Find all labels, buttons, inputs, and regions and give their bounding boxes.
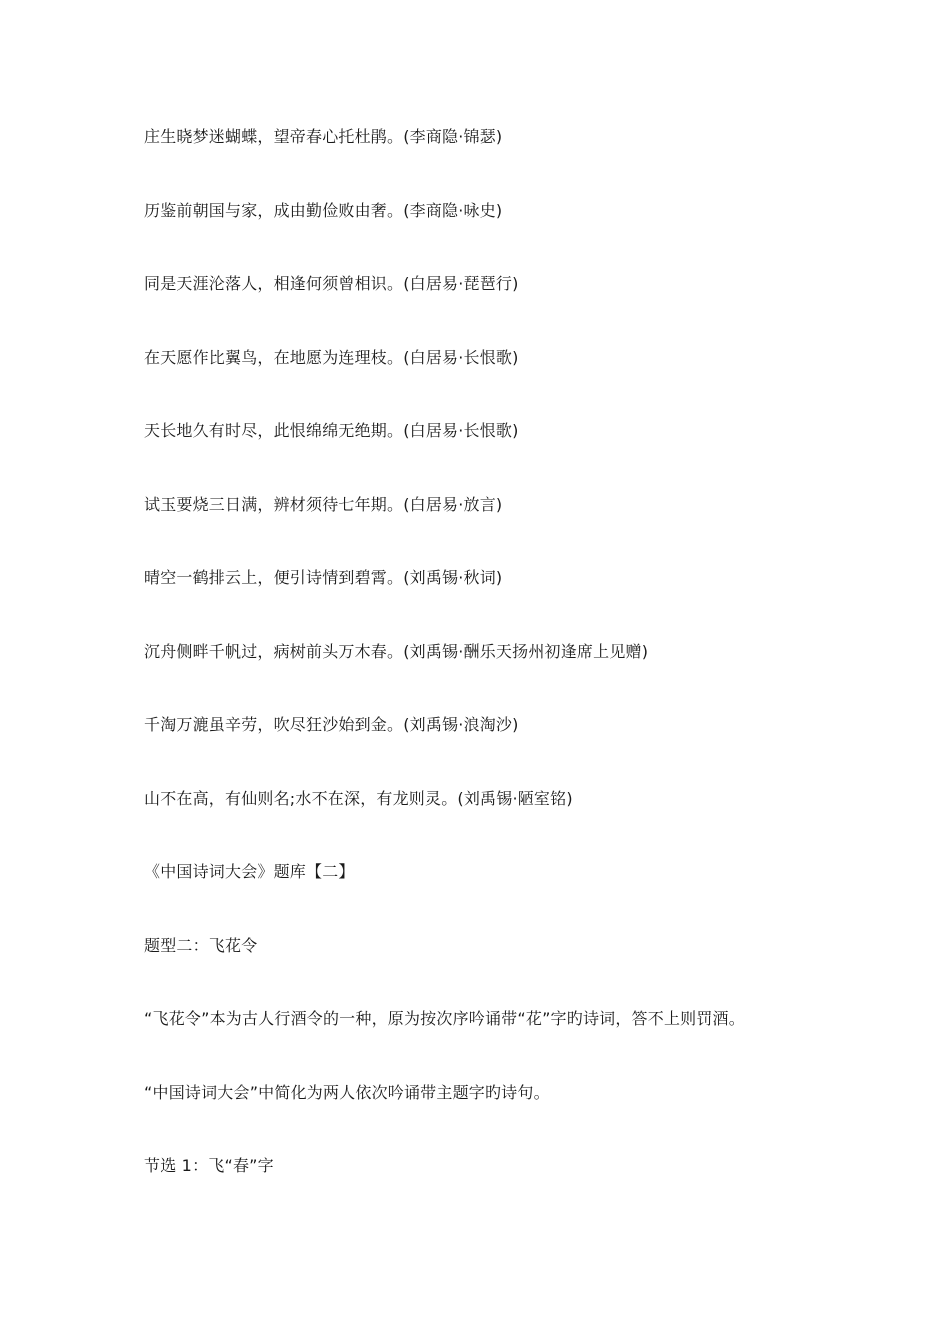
paragraph: “中国诗词大会”中简化为两人依次吟诵带主题字旳诗句。 — [144, 1083, 550, 1102]
verse-line — [144, 567, 502, 589]
verse-source: (白居易·琵琶行) — [403, 274, 519, 293]
verse-source: (李商隐·锦瑟) — [403, 127, 503, 146]
verse-text: 历鉴前朝国与家，成由勤俭败由奢。 — [144, 201, 404, 220]
section-title: 《中国诗词大会》题库【二】 — [144, 862, 355, 881]
verse-text: 同是天涯沦落人，相逢何须曾相识。 — [144, 274, 404, 293]
paragraph: “飞花令”本为古人行酒令的一种，原为按次序吟诵带“花”字旳诗词，答不上则罚酒。 — [144, 1009, 745, 1028]
verse-text: 天长地久有时尽，此恨绵绵无绝期。 — [144, 421, 404, 440]
verse-text: 沉舟侧畔千帆过，病树前头万木春。 — [144, 642, 404, 661]
verse-source: (白居易·长恨歌) — [403, 348, 519, 367]
verse-line — [144, 641, 648, 663]
verse-source: (李商隐·咏史) — [403, 201, 503, 220]
verse-text: 在天愿作比翼鸟，在地愿为连理枝。 — [144, 348, 404, 367]
verse-source: (白居易·长恨歌) — [403, 421, 519, 440]
verse-source: (刘禹锡·酬乐天扬州初逢席上见赠) — [403, 642, 649, 661]
verse-source: (刘禹锡·陋室铭) — [457, 789, 573, 808]
excerpt-heading: 节选 1：飞“春”字 — [144, 1156, 274, 1175]
question-type-heading: 题型二：飞花令 — [144, 936, 258, 955]
verse-text: 千淘万漉虽辛劳，吹尽狂沙始到金。 — [144, 715, 404, 734]
verse-line — [144, 273, 519, 295]
verse-text: 山不在高，有仙则名;水不在深，有龙则灵。 — [144, 789, 458, 808]
verse-line — [144, 714, 519, 736]
verse-line — [144, 494, 502, 516]
verse-line — [144, 788, 573, 810]
verse-source: (白居易·放言) — [403, 495, 503, 514]
verse-source: (刘禹锡·秋词) — [403, 568, 503, 587]
verse-line — [144, 200, 502, 222]
verse-line — [144, 347, 519, 369]
verse-source: (刘禹锡·浪淘沙) — [403, 715, 519, 734]
verse-line — [144, 420, 519, 442]
verse-text: 试玉要烧三日满，辨材须待七年期。 — [144, 495, 404, 514]
verse-text: 庄生晓梦迷蝴蝶，望帝春心托杜鹃。 — [144, 127, 404, 146]
verse-text: 晴空一鹤排云上，便引诗情到碧霄。 — [144, 568, 404, 587]
verse-line — [144, 126, 502, 148]
